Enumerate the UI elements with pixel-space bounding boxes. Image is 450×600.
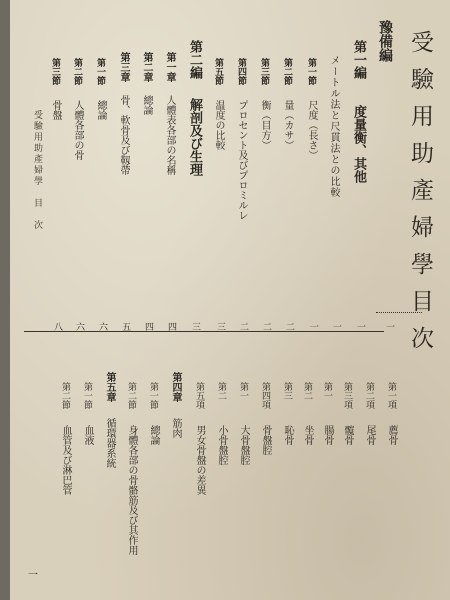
- section-title: 量（カサ）: [282, 100, 293, 150]
- lower-item-title: 血液: [82, 425, 93, 445]
- lower-item-num: 第四章: [170, 372, 181, 402]
- lower-item-num: 第二項: [364, 382, 374, 409]
- section-num: 第二節: [282, 58, 292, 85]
- lower-item-num: 第五章: [104, 372, 115, 402]
- chapter-title: 人體表各部の名稱: [164, 95, 175, 175]
- page-number: 一: [331, 322, 341, 331]
- subsection-num: 第二節: [72, 58, 82, 85]
- part1-label: 第一編: [351, 40, 366, 79]
- page-number: 四: [143, 322, 153, 331]
- section-title: 温度の比較: [213, 100, 224, 150]
- running-head: 受驗用助產婦學 目 次: [32, 110, 42, 231]
- part2-title: 解剖及び生理: [187, 98, 202, 176]
- lower-item-num: 第一項: [386, 382, 396, 409]
- section-num: 第一節: [306, 58, 316, 85]
- page-title: 受驗用助產婦學目次: [407, 30, 433, 363]
- part2-label: 第二編: [187, 40, 202, 79]
- chapter-title: 骨、軟骨及び靱帶: [118, 95, 129, 175]
- lower-item-title: 薦骨: [386, 425, 397, 445]
- lower-item-title: 循環器系統: [104, 418, 115, 468]
- lower-item-num: 第一: [322, 382, 332, 400]
- page-number: 六: [74, 322, 84, 331]
- page-number: 二: [284, 322, 294, 331]
- subsection-title: 總論: [95, 100, 106, 120]
- separator-rule: [24, 331, 384, 332]
- page-folio: 一: [28, 570, 38, 581]
- page-number: 八: [52, 322, 62, 331]
- lower-item-num: 第一: [238, 382, 248, 400]
- page-number: 二: [261, 322, 271, 331]
- lower-item-title: 身體各部の骨骼筋及び其作用: [126, 425, 137, 555]
- page-number: 一: [355, 322, 365, 331]
- page-number: 二: [238, 322, 248, 331]
- lower-item-num: 第一節: [82, 382, 92, 409]
- lower-item-num: 第四項: [260, 382, 270, 409]
- subsection-num: 第一節: [95, 58, 105, 85]
- chapter-num: 第二章: [141, 52, 152, 82]
- leader-dots: [376, 312, 422, 313]
- section-title: 尺度（長さ）: [306, 100, 317, 160]
- subsection-title: 骨盤: [50, 100, 61, 120]
- lower-item-title: 血管及び淋巴管: [60, 425, 71, 495]
- lower-item-title: 髖骨: [342, 425, 353, 445]
- lower-item-title: 大骨盤腔: [238, 425, 249, 465]
- lower-item-num: 第一節: [148, 382, 158, 409]
- lower-item-num: 第三項: [342, 382, 352, 409]
- lower-item-title: 筋肉: [170, 418, 181, 438]
- subsection-num: 第三節: [50, 58, 60, 85]
- page-number: 六: [97, 322, 107, 331]
- lower-item-num: 第二: [216, 382, 226, 400]
- chapter-num: 第三章: [118, 52, 129, 82]
- lower-item-title: 恥骨: [282, 425, 293, 445]
- page-number: 一: [308, 322, 318, 331]
- part1-title: 度量衡、其他: [351, 105, 366, 183]
- section-title: プロセント及びプロミルレ: [236, 100, 247, 220]
- lower-item-title: 坐骨: [302, 425, 313, 445]
- page-number: 四: [166, 322, 176, 331]
- lower-item-num: 第二節: [126, 382, 136, 409]
- page-number: 三: [190, 322, 200, 331]
- section-num: 第三節: [259, 58, 269, 85]
- lower-item-title: 腸骨: [322, 425, 333, 445]
- section-title: 衡（目方）: [259, 100, 270, 150]
- book-page: [10, 0, 450, 600]
- metric-note: メートル法と尺貫法との比較: [328, 55, 339, 198]
- lower-item-num: 第五項: [194, 382, 204, 409]
- lower-item-title: 總論: [148, 425, 159, 445]
- page-number: 五: [120, 322, 130, 331]
- prep-heading: 豫備編: [377, 20, 393, 62]
- lower-item-title: 骨盤腔: [260, 425, 271, 455]
- subsection-title: 人體各部の骨: [72, 100, 83, 160]
- section-num: 第五節: [213, 58, 223, 85]
- page-number: 一: [384, 322, 394, 331]
- lower-item-title: 尾骨: [364, 425, 375, 445]
- chapter-title: 總論: [141, 95, 152, 115]
- page-number: 三: [215, 322, 225, 331]
- chapter-num: 第一章: [164, 52, 175, 82]
- lower-item-title: 小骨盤腔: [216, 425, 227, 465]
- lower-item-title: 男女骨盤の差異: [194, 425, 205, 495]
- section-num: 第四節: [236, 58, 246, 85]
- lower-item-num: 第二: [302, 382, 312, 400]
- lower-item-num: 第三: [282, 382, 292, 400]
- lower-item-num: 第二節: [60, 382, 70, 409]
